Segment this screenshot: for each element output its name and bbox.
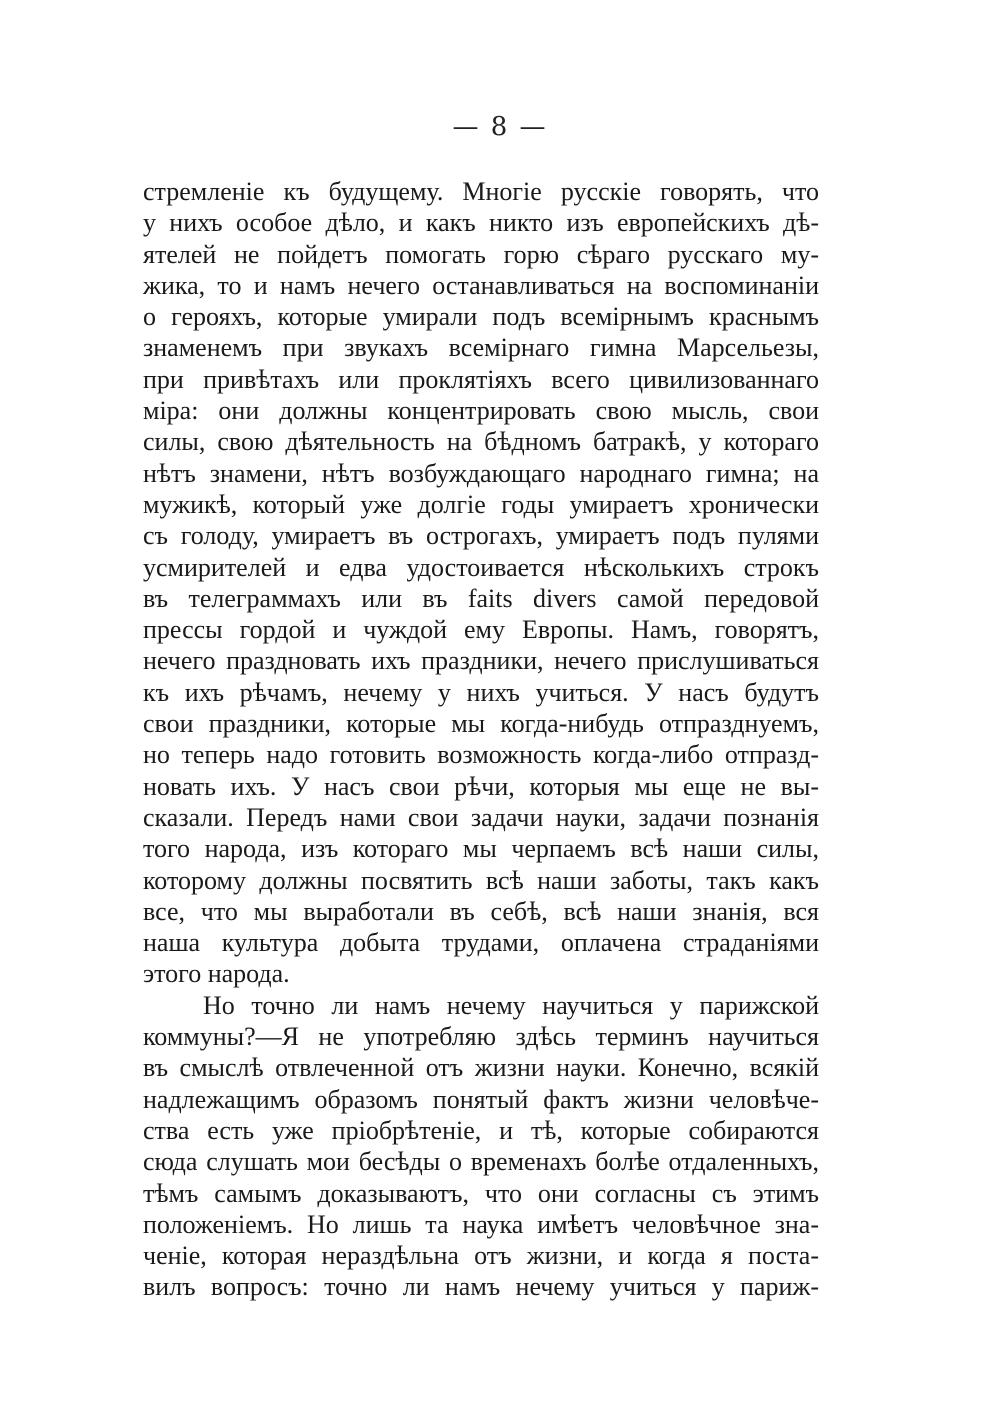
text-line: новать ихъ. У насъ свои рѣчи, которыя мы еще не вы-	[143, 771, 819, 801]
text-line: наша культура добыта трудами, оплачена страданіями	[143, 928, 819, 958]
text-line: положеніемъ. Но лишь та наука имѣетъ человѣчное зна-	[143, 1209, 819, 1239]
text-line: у нихъ особое дѣло, и какъ никто изъ европейскихъ дѣ-	[143, 208, 819, 238]
text-line: знаменемъ при звукахъ всемірнаго гимна Марсельезы,	[143, 333, 819, 363]
text-line: міра: они должны концентрировать свою мысль, свои	[143, 396, 819, 426]
text-line: силы, свою дѣятельность на бѣдномъ батракѣ, у котораго	[143, 427, 819, 457]
text-line: тѣмъ самымъ доказываютъ, что они согласны съ этимъ	[143, 1178, 819, 1208]
text-line: ятелей не пойдетъ помогать горю сѣраго русскаго му-	[143, 239, 819, 269]
text-line: сюда слушать мои бесѣды о временахъ болѣе отдаленныхъ,	[143, 1147, 819, 1177]
text-line: Но точно ли намъ нечему научиться у парижской	[203, 990, 819, 1020]
text-line: въ телеграммахъ или въ faits divers самой передовой	[143, 583, 819, 613]
text-line: съ голоду, умираетъ въ острогахъ, умираетъ подъ пулями	[143, 521, 819, 551]
text-line: прессы гордой и чуждой ему Европы. Намъ, говорятъ,	[143, 615, 819, 645]
text-line: того народа, изъ котораго мы черпаемъ всѣ наши силы,	[143, 834, 819, 864]
text-line: стремленіе къ будущему. Многіе русскіе говорять, что	[143, 177, 819, 206]
text-line: при привѣтахъ или проклятіяхъ всего цивилизованнаго	[143, 364, 819, 394]
text-line: но теперь надо готовить возможность когда-либо отпразд-	[143, 740, 819, 770]
text-line: этого народа.	[143, 959, 290, 989]
text-line: нечего праздновать ихъ праздники, нечего прислушиваться	[143, 646, 819, 676]
paragraph-1	[143, 176, 819, 990]
text-line: все, что мы выработали въ себѣ, всѣ наши знанія, вся	[143, 896, 819, 926]
text-line: свои праздники, которые мы когда-нибудь отпразднуемъ,	[143, 709, 819, 739]
paragraph-2	[143, 990, 819, 1303]
body-text	[143, 176, 819, 1303]
text-line: вилъ вопросъ: точно ли намъ нечему учиться у париж-	[143, 1272, 819, 1302]
text-line: ства есть уже пріобрѣтеніе, и тѣ, которые собираются	[143, 1115, 819, 1145]
text-line: въ смыслѣ отвлеченной отъ жизни науки. Конечно, всякій	[143, 1053, 819, 1083]
text-line: къ ихъ рѣчамъ, нечему у нихъ учиться. У насъ будутъ	[143, 677, 819, 707]
text-line: сказали. Передъ нами свои задачи науки, задачи познанія	[143, 802, 819, 832]
text-line: которому должны посвятить всѣ наши заботы, такъ какъ	[143, 865, 819, 895]
text-line: жика, то и намъ нечего останавливаться на воспоминаніи	[143, 270, 819, 300]
text-line: надлежащимъ образомъ понятый фактъ жизни человѣче-	[143, 1084, 819, 1114]
text-line: усмирителей и едва удостоивается нѣсколькихъ строкъ	[143, 552, 819, 582]
text-line: коммуны?—Я не употребляю здѣсь терминъ научиться	[143, 1022, 819, 1052]
text-line: мужикѣ, который уже долгіе годы умираетъ хронически	[143, 489, 819, 519]
text-line: нѣтъ знамени, нѣтъ возбуждающаго народнаго гимна; на	[143, 458, 819, 488]
text-line: ченіе, которая нераздѣльна отъ жизни, и когда я поста-	[143, 1241, 819, 1271]
text-line: о герояхъ, которые умирали подъ всемірнымъ краснымъ	[143, 302, 819, 332]
page-number: — 8 —	[452, 112, 548, 142]
